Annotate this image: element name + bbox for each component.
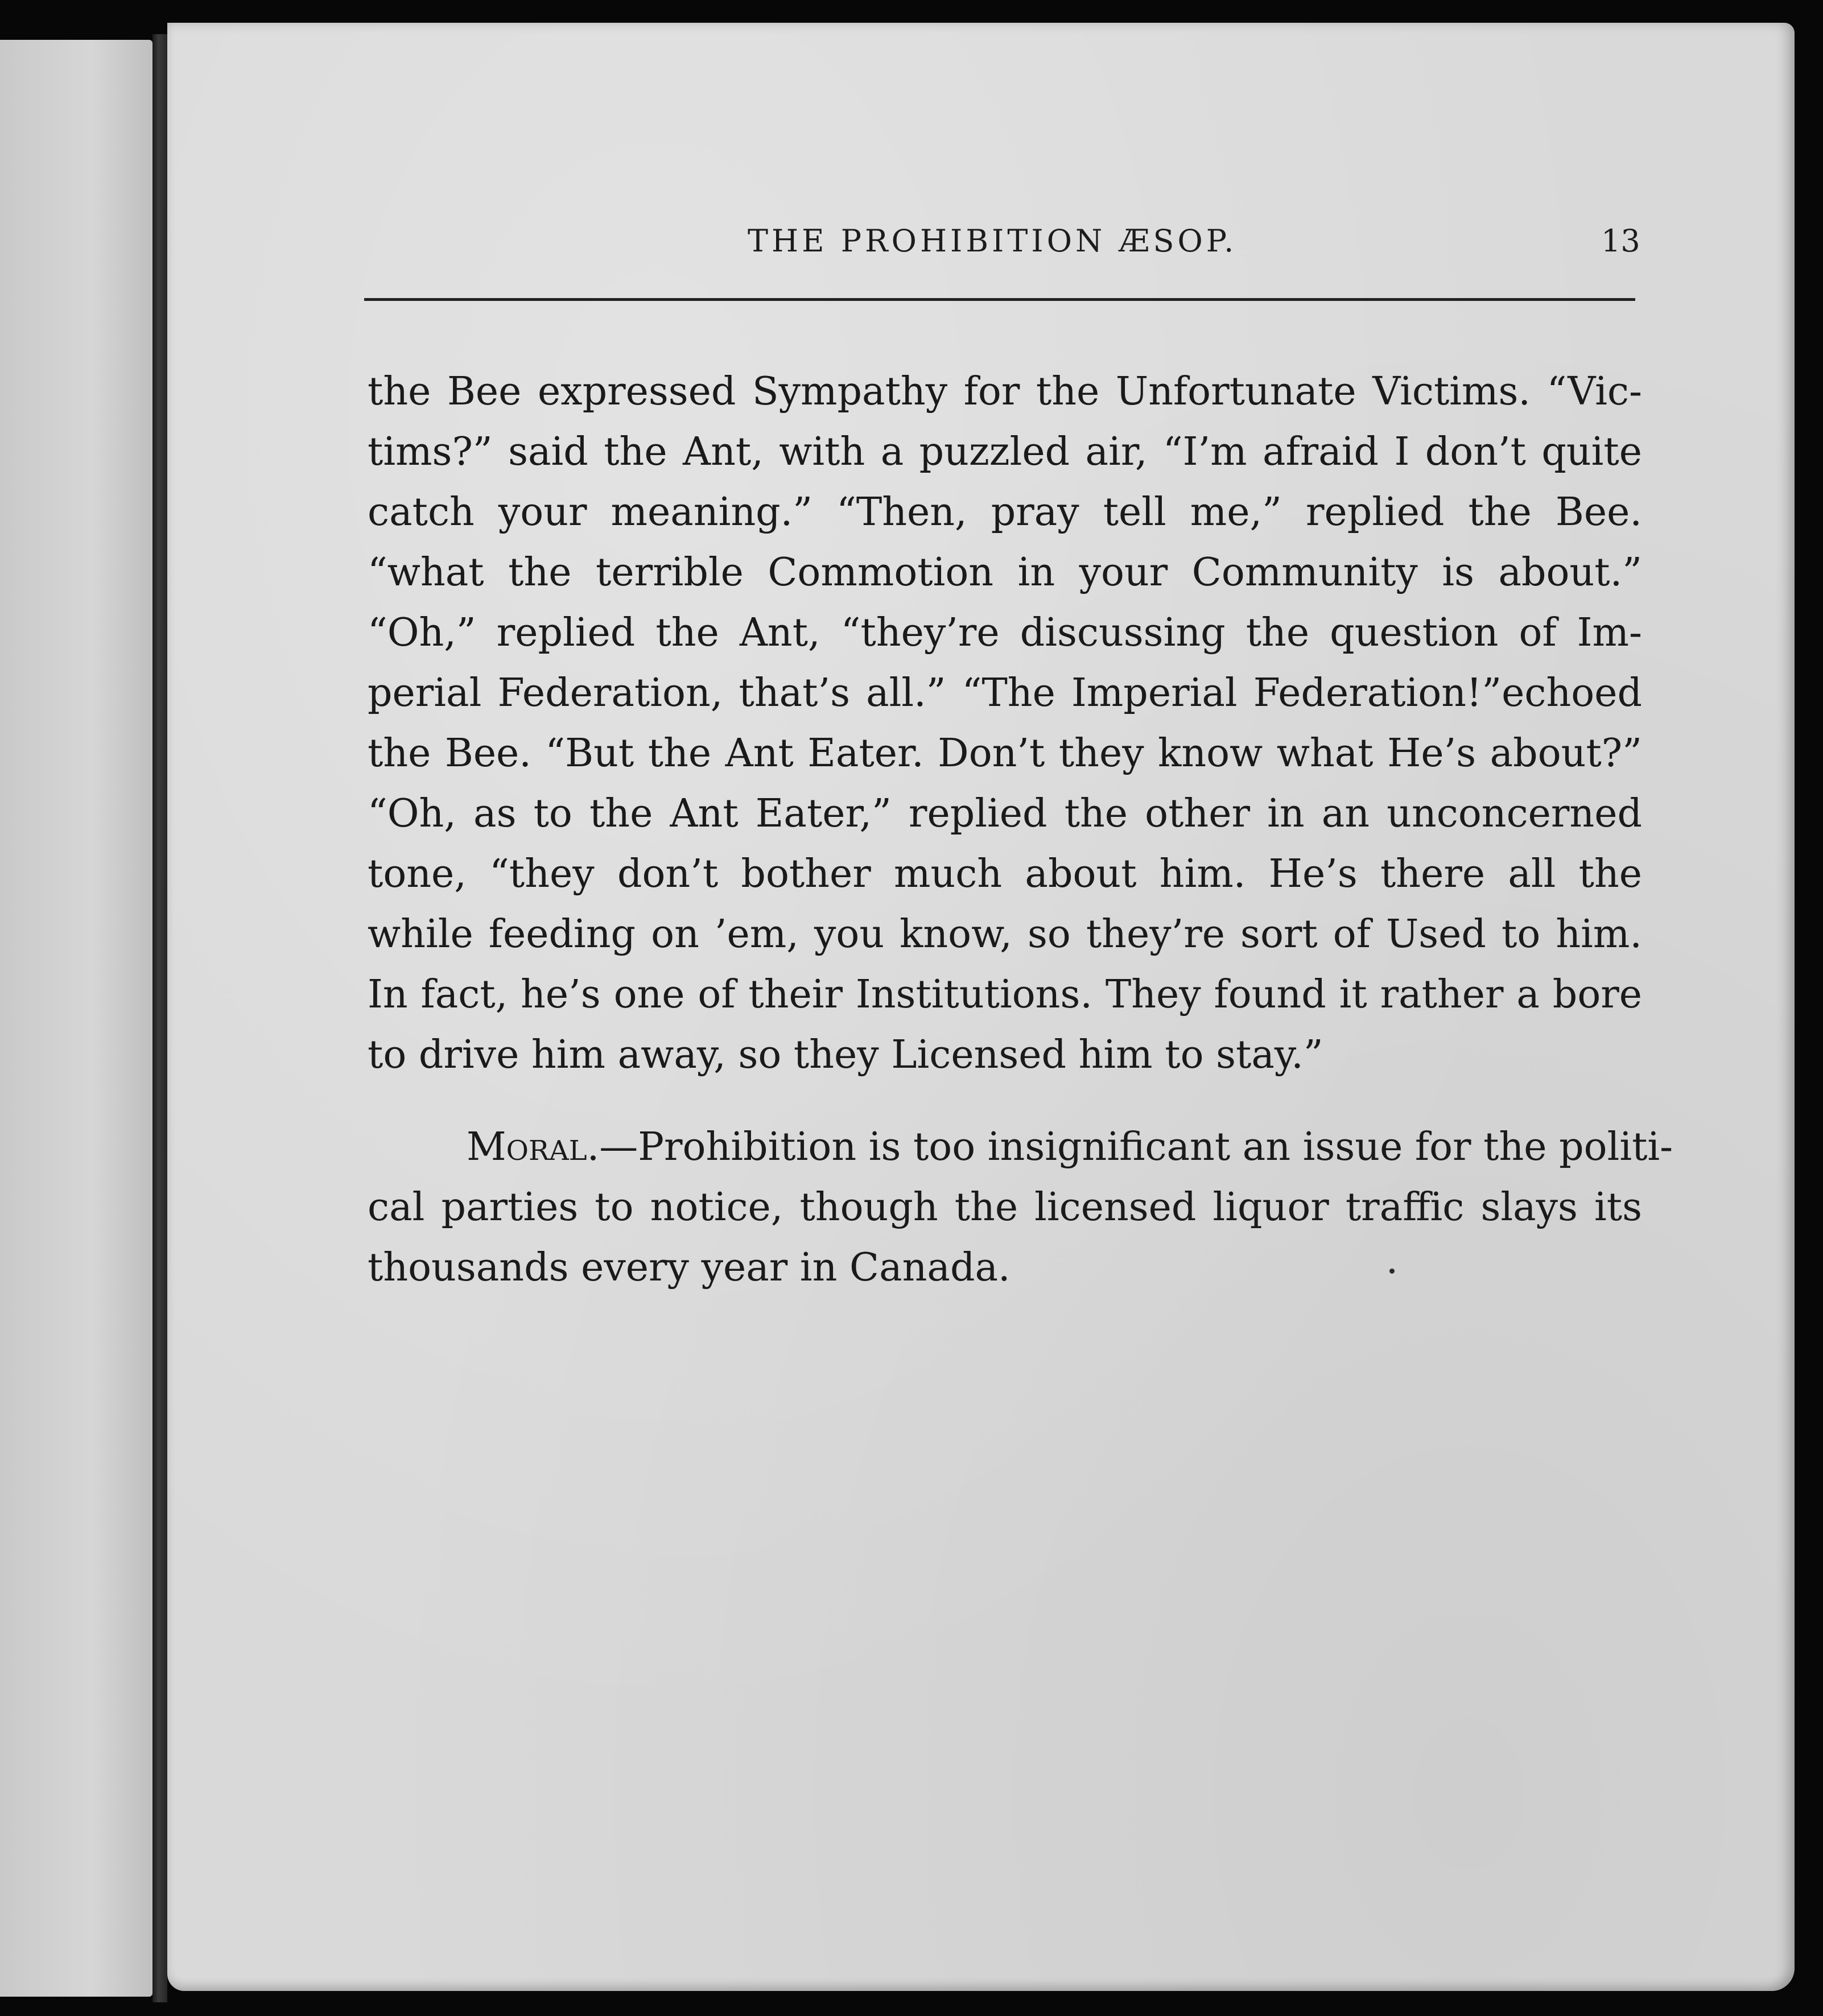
text-line: catch your meaning.” “Then, pray tell me,” replied the Bee. — [368, 490, 1642, 535]
running-title: THE PROHIBITION ÆSOP. — [748, 223, 1238, 259]
moral-text-start: —Prohibition is too insignificant an issue for the politi- — [599, 1125, 1673, 1170]
text-line: In fact, he’s one of their Institutions. They found it rather a bore — [368, 972, 1642, 1017]
moral-paragraph — [368, 1117, 1673, 1298]
text-line: the Bee. “But the Ant Eater. Don’t they know what He’s about?” — [368, 731, 1642, 776]
page-number: 13 — [1601, 223, 1640, 259]
text-line: “what the terrible Commotion in your Community is about.” — [368, 550, 1642, 595]
header-rule — [364, 298, 1635, 301]
text-line: cal parties to notice, though the licensed liquor traffic slays its — [368, 1185, 1642, 1230]
running-head — [167, 223, 1795, 274]
paper-speck — [1389, 1269, 1395, 1274]
text-line: tone, “they don’t bother much about him. He’s there all the — [368, 852, 1642, 897]
text-line: thousands every year in Canada. — [368, 1245, 1011, 1290]
text-line: while feeding on ’em, you know, so they’re sort of Used to him. — [368, 912, 1642, 957]
text-line: the Bee expressed Sympathy for the Unfortunate Victims. “Vic- — [368, 369, 1642, 414]
book-page — [167, 23, 1795, 1991]
moral-label: Moral. — [467, 1125, 600, 1170]
text-line: to drive him away, so they Licensed him to stay.” — [368, 1032, 1323, 1077]
text-line: tims?” said the Ant, with a puzzled air, “I’m afraid I don’t quite — [368, 429, 1642, 474]
text-line: “Oh, as to the Ant Eater,” replied the other in an unconcerned — [368, 791, 1642, 836]
text-line: “Oh,” replied the Ant, “they’re discussing the question of Im- — [368, 610, 1642, 655]
book-gutter — [152, 34, 167, 2002]
body-paragraph — [368, 362, 1642, 1085]
text-line: perial Federation, that’s all.” “The Imperial Federation!”echoed — [368, 671, 1642, 716]
facing-page-edge — [0, 40, 152, 1997]
moral-first-line — [368, 1117, 1673, 1178]
